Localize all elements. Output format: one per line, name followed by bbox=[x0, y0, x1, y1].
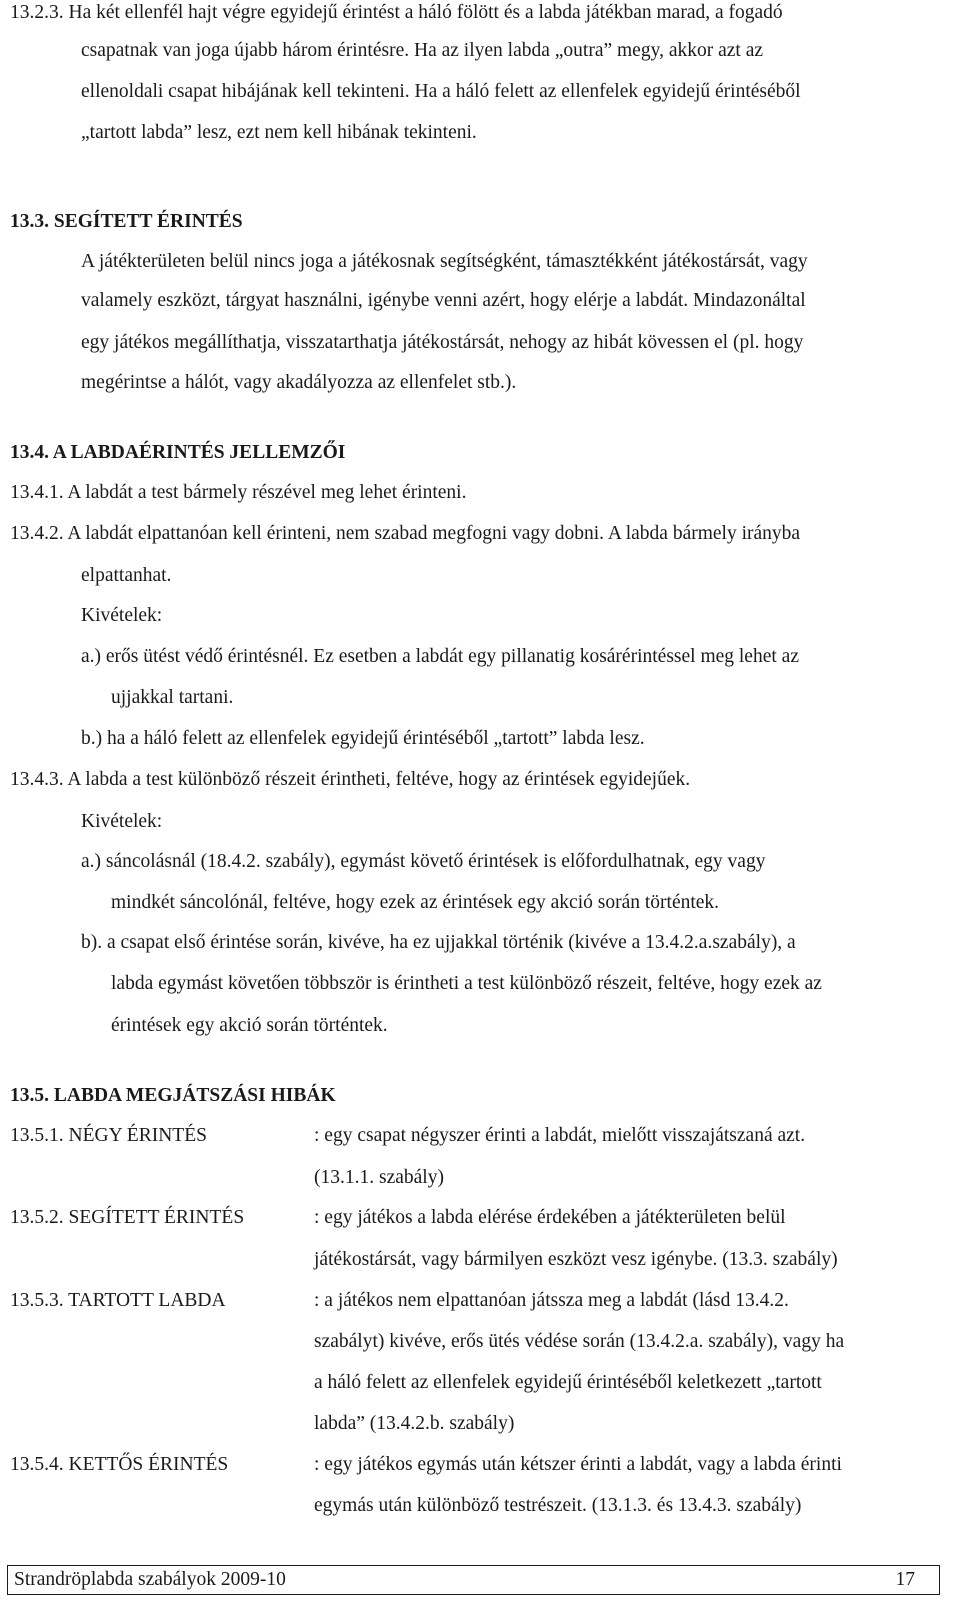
rule-13-4-3-a-line-1: a.) sáncolásnál (18.4.2. szabály), egymást követő érintések is előfordulhatnak, egy vagy bbox=[81, 851, 766, 872]
section-heading-13-5: 13.5. LABDA MEGJÁTSZÁSI HIBÁK bbox=[10, 1085, 336, 1106]
fault-def-assisted-hit-line-1: : egy játékos a labda elérése érdekében a játékterületen belül bbox=[314, 1207, 786, 1228]
footer-page-number: 17 bbox=[895, 1569, 915, 1590]
rule-13-4-2-a-line-2: ujjakkal tartani. bbox=[111, 687, 234, 708]
fault-def-assisted-hit-line-2: játékostársát, vagy bármilyen eszközt vesz igénybe. (13.3. szabály) bbox=[314, 1249, 838, 1270]
rule-13-4-2-a-line-1: a.) erős ütést védő érintésnél. Ez esetben a labdát egy pillanatig kosárérintéssel meg lehet az bbox=[81, 646, 799, 667]
rule-13-4-3: 13.4.3. A labda a test különböző részeit érintheti, feltéve, hogy az érintések egyidejűek. bbox=[10, 769, 691, 790]
rule-13-4-1: 13.4.1. A labdát a test bármely részével meg lehet érinteni. bbox=[10, 482, 467, 503]
rule-13-2-3-line-4: „tartott labda” lesz, ezt nem kell hibának tekinteni. bbox=[81, 122, 477, 143]
rule-13-4-3-a-line-2: mindkét sáncolónál, feltéve, hogy ezek az érintések egy akció során történtek. bbox=[111, 892, 720, 913]
fault-term-held-ball: 13.5.3. TARTOTT LABDA bbox=[10, 1290, 226, 1311]
fault-def-four-hits-line-2: (13.1.1. szabály) bbox=[314, 1167, 444, 1188]
fault-def-double-contact-line-1: : egy játékos egymás után kétszer érinti a labdát, vagy a labda érinti bbox=[314, 1454, 842, 1475]
section-13-3-line-4: megérintse a hálót, vagy akadályozza az ellenfelet stb.). bbox=[81, 372, 517, 393]
rule-13-4-3-b-line-3: érintések egy akció során történtek. bbox=[111, 1015, 388, 1036]
rule-13-4-2-line-2: elpattanhat. bbox=[81, 565, 172, 586]
fault-def-held-ball-line-3: a háló felett az ellenfelek egyidejű érintéséből keletkezett „tartott bbox=[314, 1372, 822, 1393]
rule-13-4-2-exceptions-label: Kivételek: bbox=[81, 605, 163, 626]
rule-13-4-3-b-line-1: b). a csapat első érintése során, kivéve, ha ez ujjakkal történik (kivéve a 13.4.2.a.szabály), a bbox=[81, 932, 796, 953]
section-13-3-line-2: valamely eszközt, tárgyat használni, igénybe venni azért, hogy elérje a labdát. Mindazonáltal bbox=[81, 290, 806, 311]
section-13-3-line-3: egy játékos megállíthatja, visszatarthatja játékostársát, nehogy az hibát kövessen el (pl. hogy bbox=[81, 332, 804, 353]
section-13-3-line-1: A játékterületen belül nincs joga a játékosnak segítségként, támasztékként játékostársát, vagy bbox=[81, 251, 808, 272]
rule-13-2-3-line-1: 13.2.3. Ha két ellenfél hajt végre egyidejű érintést a háló fölött és a labda játékban marad, a fogadó bbox=[10, 2, 783, 23]
footer-document-title: Strandröplabda szabályok 2009-10 bbox=[14, 1569, 286, 1590]
rule-13-4-3-exceptions-label: Kivételek: bbox=[81, 811, 163, 832]
rule-13-2-3-line-3: ellenoldali csapat hibájának kell tekinteni. Ha a háló felett az ellenfelek egyidejű érintéséből bbox=[81, 81, 801, 102]
section-heading-13-4: 13.4. A LABDAÉRINTÉS JELLEMZŐI bbox=[10, 442, 346, 463]
rule-13-4-3-b-line-2: labda egymást követően többször is érintheti a test különböző részeit, feltéve, hogy ezek az bbox=[111, 973, 822, 994]
fault-def-double-contact-line-2: egymás után különböző testrészeit. (13.1.3. és 13.4.3. szabály) bbox=[314, 1495, 802, 1516]
section-heading-13-3: 13.3. SEGÍTETT ÉRINTÉS bbox=[10, 211, 243, 232]
fault-def-held-ball-line-4: labda” (13.4.2.b. szabály) bbox=[314, 1413, 515, 1434]
fault-def-held-ball-line-1: : a játékos nem elpattanóan játssza meg a labdát (lásd 13.4.2. bbox=[314, 1290, 789, 1311]
fault-term-four-hits: 13.5.1. NÉGY ÉRINTÉS bbox=[10, 1125, 207, 1146]
fault-term-double-contact: 13.5.4. KETTŐS ÉRINTÉS bbox=[10, 1454, 229, 1475]
fault-def-four-hits-line-1: : egy csapat négyszer érinti a labdát, mielőtt visszajátszaná azt. bbox=[314, 1125, 806, 1146]
rule-13-4-2-b: b.) ha a háló felett az ellenfelek egyidejű érintéséből „tartott” labda lesz. bbox=[81, 728, 645, 749]
page-footer bbox=[7, 1565, 940, 1595]
rule-13-4-2-line-1: 13.4.2. A labdát elpattanóan kell érinteni, nem szabad megfogni vagy dobni. A labda bármely irányba bbox=[10, 523, 801, 544]
rule-13-2-3-line-2: csapatnak van joga újabb három érintésre. Ha az ilyen labda „outra” megy, akkor azt az bbox=[81, 40, 764, 61]
fault-term-assisted-hit: 13.5.2. SEGÍTETT ÉRINTÉS bbox=[10, 1207, 245, 1228]
fault-def-held-ball-line-2: szabályt) kivéve, erős ütés védése során (13.4.2.a. szabály), vagy ha bbox=[314, 1331, 845, 1352]
